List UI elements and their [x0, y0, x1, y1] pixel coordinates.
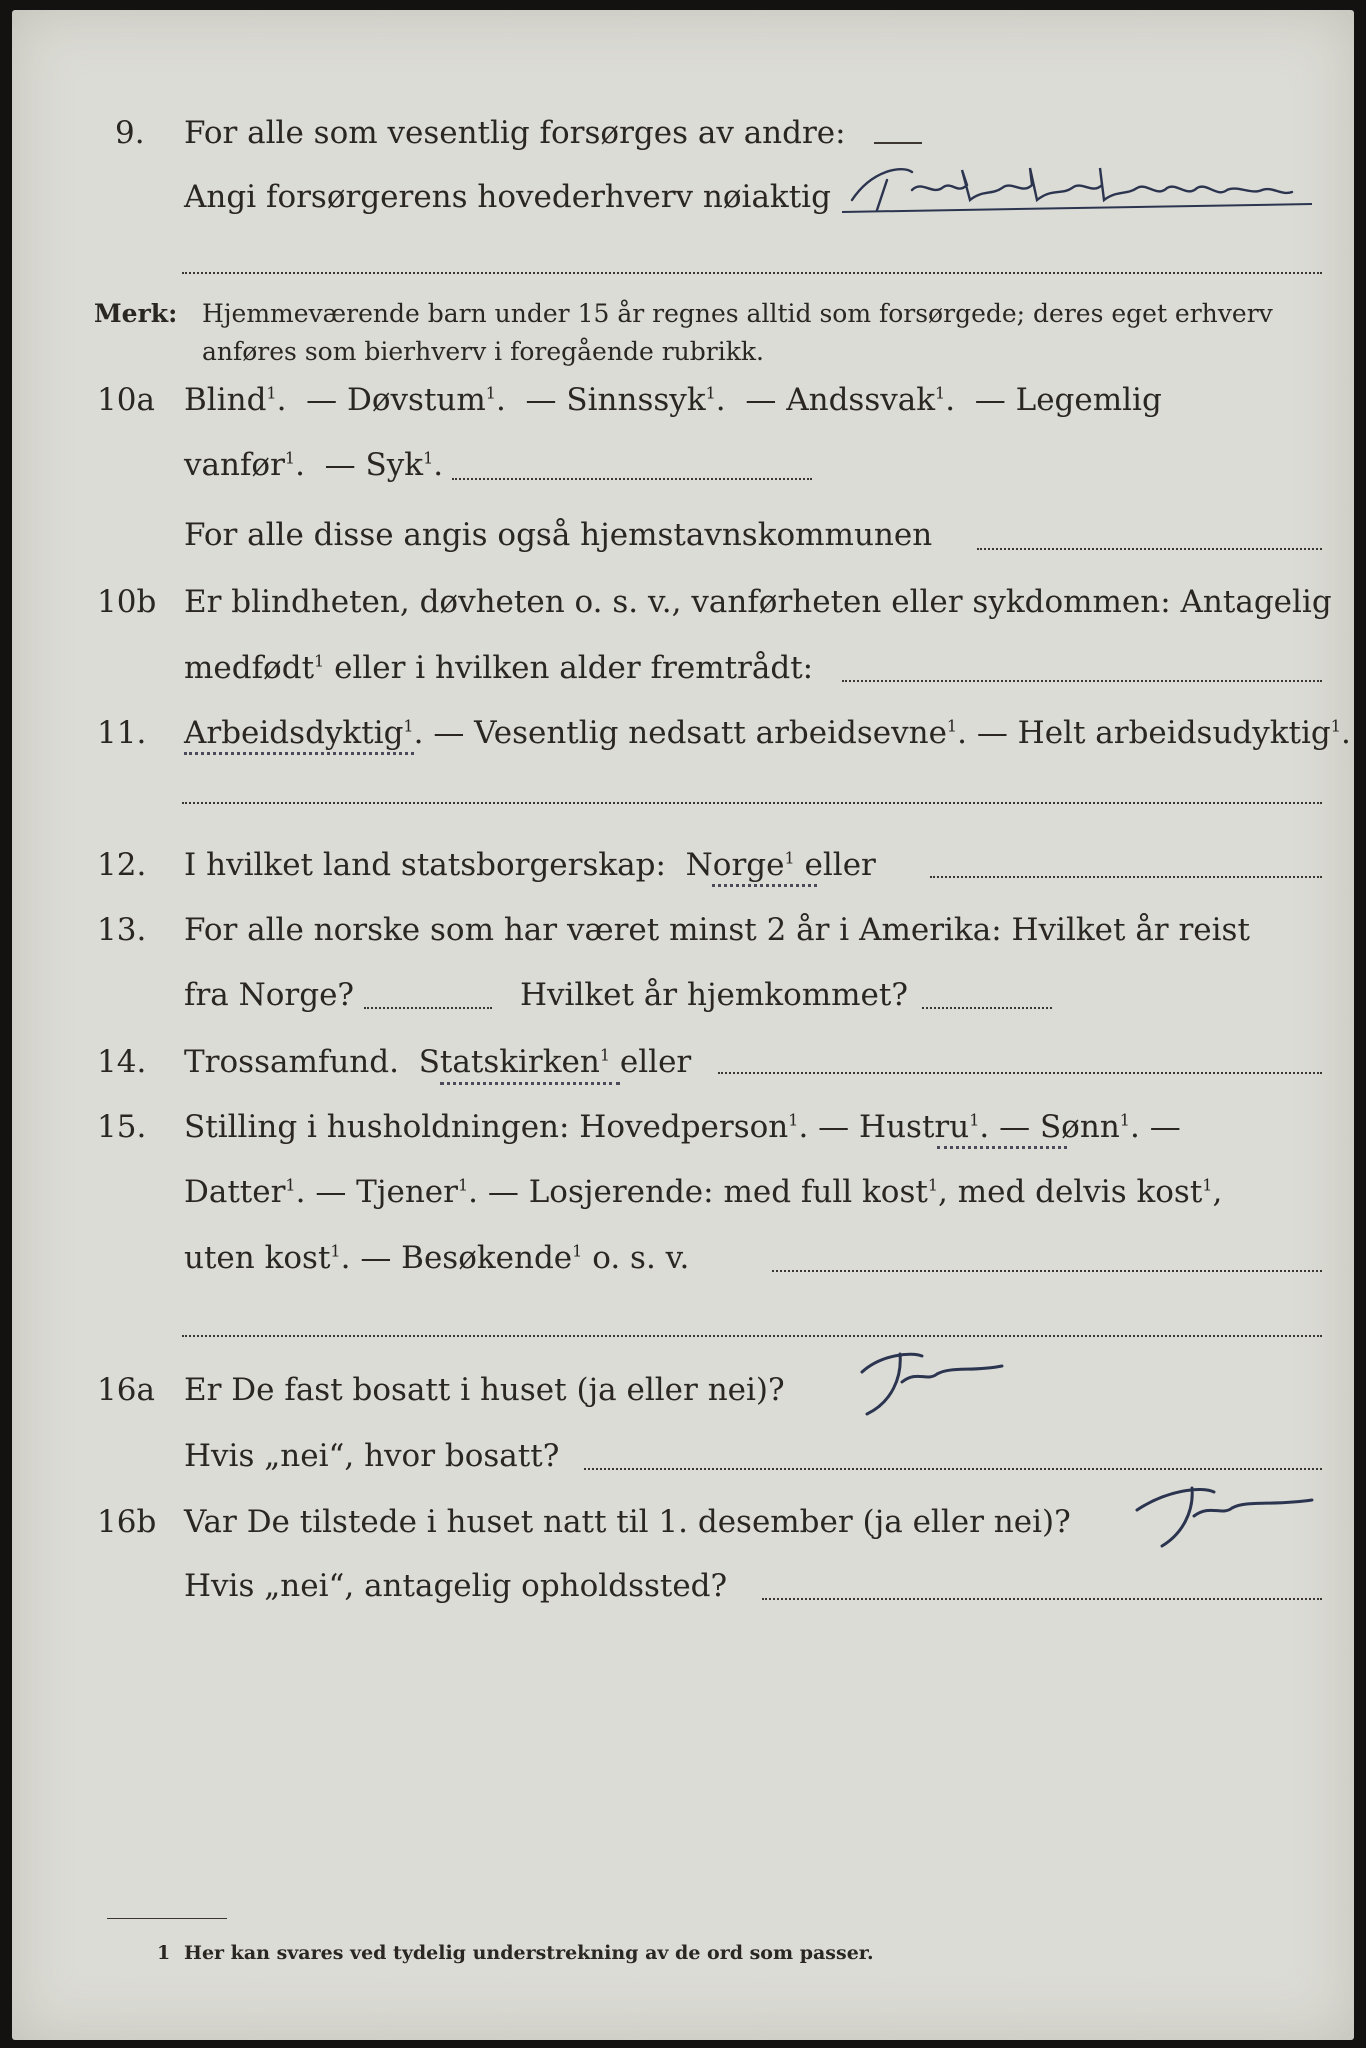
- q15-line2: Datter$^1$. — Tjener$^1$. — Losjerende: med full kost$^1$, med delvis kost$^1$,: [184, 1174, 1223, 1210]
- q11-blank-line: [182, 802, 1322, 804]
- q16a-number: 16a: [97, 1372, 155, 1408]
- opt-hustru: Hustru: [859, 1109, 970, 1145]
- merk-line1: Hjemmeværende barn under 15 år regnes alltid som forsørgede; deres eget erhverv: [202, 299, 1273, 328]
- q14-eller: eller: [619, 1044, 692, 1080]
- opt-datter: Datter: [184, 1174, 286, 1210]
- census-form-page: [12, 10, 1354, 2040]
- q9-line2: Angi forsørgerens hovederhverv nøiaktig: [184, 179, 831, 215]
- q15-blank-line: [182, 1335, 1322, 1337]
- q10b-blank: [842, 680, 1322, 682]
- q14-underline-statskirken: [440, 1082, 620, 1085]
- q15-line1: Stilling i husholdningen: Hovedperson$^1$. — Hustru$^1$. — Sønn$^1$. —: [184, 1109, 1181, 1145]
- q13-line1: For alle norske som har været minst 2 år i Amerika: Hvilket år reist: [184, 912, 1250, 948]
- opt-tjener: — Tjener: [315, 1174, 458, 1210]
- opt-sinnssyk: — Sinnssyk: [525, 382, 706, 418]
- q12-text: I hvilket land statsborgerskap:: [184, 847, 666, 883]
- handwriting-ja-icon: [1122, 1472, 1322, 1552]
- q14-blank: [718, 1072, 1322, 1074]
- q9-number: 9.: [115, 115, 145, 151]
- opt-medfodt: medfødt: [184, 650, 315, 686]
- q10b-number: 10b: [97, 584, 157, 620]
- q10b-line1: Er blindheten, døvheten o. s. v., vanførheten eller sykdommen: Antagelig: [184, 584, 1332, 620]
- q9-line1-rule: [874, 142, 922, 144]
- q12-blank: [930, 876, 1322, 878]
- opt-norge: Norge: [685, 847, 785, 883]
- q15-underline-hustru: [937, 1146, 1067, 1149]
- q10a-line1: Blind$^1$. — Døvstum$^1$. — Sinnssyk$^1$. — Andssvak$^1$. — Legemlig: [184, 382, 1162, 418]
- merk-line2: anføres som bierhverv i foregående rubrikk.: [202, 337, 764, 366]
- q15-osv: o. s. v.: [592, 1240, 690, 1276]
- q10a-line2: vanfør$^1$. — Syk$^1$.: [184, 447, 444, 483]
- q16b-line2: Hvis „nei“, antagelig opholdssted?: [184, 1568, 728, 1604]
- footnote-rule: [107, 1918, 227, 1919]
- q16a-line1: Er De fast bosatt i huset (ja eller nei)?: [184, 1372, 785, 1408]
- opt-uten-kost: uten kost: [184, 1240, 331, 1276]
- q10a-line2-blank: [452, 478, 812, 480]
- opt-syk: — Syk: [324, 447, 424, 483]
- handwriting-signature-icon: [842, 160, 1322, 220]
- opt-besokende: — Besøkende: [360, 1240, 573, 1276]
- q10b-line2: medfødt$^1$ eller i hvilken alder fremtrådt:: [184, 650, 814, 686]
- q15-dash-end: —: [1149, 1109, 1181, 1145]
- opt-delvis-kost: , med delvis kost: [938, 1174, 1203, 1210]
- opt-vanfor: vanfør: [184, 447, 285, 483]
- q12-underline-norge: [712, 884, 817, 887]
- opt-full-kost: — Losjerende: med full kost: [487, 1174, 928, 1210]
- q16a-handwritten-answer: [842, 1342, 1012, 1422]
- q11-number: 11.: [97, 715, 147, 751]
- q15-number: 15.: [97, 1109, 147, 1145]
- opt-nedsatt: — Vesentlig nedsatt arbeidsevne: [433, 715, 947, 751]
- q9-handwritten-answer: [842, 160, 1322, 220]
- q11-line: Arbeidsdyktig$^1$. — Vesentlig nedsatt arbeidsevne$^1$. — Helt arbeidsudyktig$^1$.: [184, 715, 1351, 751]
- merk-label: Merk:: [94, 299, 178, 328]
- q12-line: I hvilket land statsborgerskap: Norge$^1$ eller: [184, 847, 876, 883]
- opt-legemlig: — Legemlig: [974, 382, 1162, 418]
- q16b-number: 16b: [97, 1504, 157, 1540]
- q9-line1: For alle som vesentlig forsørges av andre:: [184, 115, 846, 151]
- q15-hovedperson: Stilling i husholdningen: Hovedperson: [184, 1109, 789, 1145]
- opt-arbeidsdyktig: Arbeidsdyktig: [184, 715, 404, 751]
- q13-reist-blank: [364, 1007, 492, 1009]
- q10a-line3: For alle disse angis også hjemstavnskommunen: [184, 517, 933, 553]
- opt-udyktig: — Helt arbeidsudyktig: [976, 715, 1331, 751]
- footnote-mark: 1: [157, 1942, 171, 1964]
- q15-comma: ,: [1212, 1174, 1223, 1210]
- handwriting-ja-icon: [842, 1342, 1012, 1422]
- opt-sonn: — Sønn: [999, 1109, 1120, 1145]
- q16a-line2: Hvis „nei“, hvor bosatt?: [184, 1438, 560, 1474]
- opt-andssvak: — Andssvak: [745, 382, 936, 418]
- q13-hjemkommet-blank: [922, 1007, 1052, 1009]
- q10a-number: 10a: [97, 382, 155, 418]
- q15-blank: [772, 1270, 1322, 1272]
- q13-number: 13.: [97, 912, 147, 948]
- q16b-handwritten-answer: [1122, 1472, 1322, 1552]
- q10a-line3-blank: [977, 548, 1322, 550]
- opt-dovstum: — Døvstum: [306, 382, 486, 418]
- q13-line2b: Hvilket år hjemkommet?: [520, 977, 908, 1013]
- q12-number: 12.: [97, 847, 147, 883]
- q16b-blank: [762, 1598, 1322, 1600]
- q10b-alder: eller i hvilken alder fremtrådt:: [334, 650, 814, 686]
- q14-number: 14.: [97, 1044, 147, 1080]
- q15-line3: uten kost$^1$. — Besøkende$^1$ o. s. v.: [184, 1240, 690, 1276]
- q16b-line1: Var De tilstede i huset natt til 1. desember (ja eller nei)?: [184, 1504, 1071, 1540]
- q15-dash: —: [818, 1109, 850, 1145]
- q9-blank-line: [182, 272, 1322, 274]
- q11-underline-arbeidsdyktig: [184, 752, 414, 755]
- q14-text: Trossamfund.: [184, 1044, 399, 1080]
- opt-statskirken: Statskirken: [418, 1044, 600, 1080]
- q16a-blank: [584, 1468, 1322, 1470]
- footnote-text: Her kan svares ved tydelig understrekning av de ord som passer.: [184, 1942, 874, 1964]
- opt-blind: Blind: [184, 382, 267, 418]
- q12-eller: eller: [804, 847, 876, 883]
- q14-line: Trossamfund. Statskirken$^1$ eller: [184, 1044, 692, 1080]
- q13-line2a: fra Norge?: [184, 977, 355, 1013]
